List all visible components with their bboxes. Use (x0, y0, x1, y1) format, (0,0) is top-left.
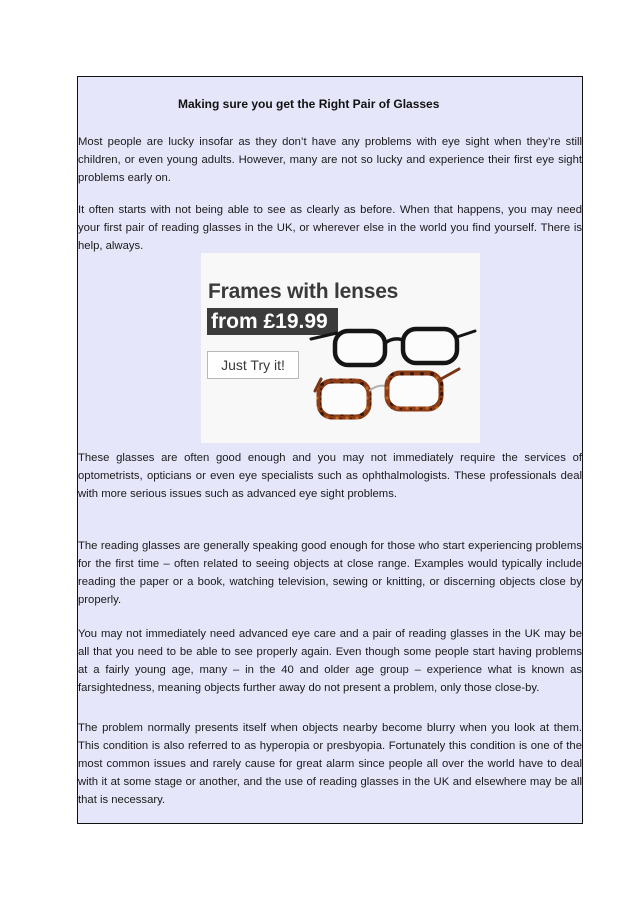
glasses-illustration (309, 321, 479, 441)
article-box (77, 76, 583, 824)
glasses-ad-banner[interactable] (201, 253, 480, 443)
article-title: Making sure you get the Right Pair of Glasses (178, 97, 440, 111)
ad-headline: Frames with lenses (208, 280, 399, 303)
black-frame-glasses (311, 329, 475, 365)
paragraph-4: The reading glasses are generally speaking good enough for those who start experiencing problems for the first time – often related to seeing objects at close range. Examples would typically include reading the paper or a book, watching television, sewing or knitting, or discerning objects close by properly. (78, 540, 582, 606)
paragraph-3: These glasses are often good enough and you may not immediately require the services of optometrists, opticians or even eye specialists such as ophthalmologists. These professionals deal with more serious issues such as advanced eye sight problems. (78, 452, 582, 500)
paragraph-2: It often starts with not being able to see as clearly as before. When that happens, you may need your first pair of reading glasses in the UK, or wherever else in the world you find yourself. There is help, always. (78, 204, 582, 252)
paragraph-6: The problem normally presents itself when objects nearby become blurry when you look at them. This condition is also referred to as hyperopia or presbyopia. Fortunately this condition is one of the most common issues and rarely cause for great alarm since people all over the world have to deal with it at some stage or another, and the use of reading glasses in the UK and elsewhere may be all that is necessary. (78, 722, 582, 806)
ad-price: from £19.99 (207, 308, 338, 335)
just-try-it-button[interactable]: Just Try it! (207, 351, 299, 379)
tortoise-frame-glasses (315, 369, 459, 417)
paragraph-5: You may not immediately need advanced eye care and a pair of reading glasses in the UK may be all that you need to be able to see properly again. Even though some people start having problems at a fairly young age, many – in the 40 and older age group – experience what is known as farsightedness, meaning objects further away do not present a problem, only those close-by. (78, 628, 582, 694)
paragraph-1: Most people are lucky insofar as they don’t have any problems with eye sight when they’re still children, or even young adults. However, many are not so lucky and experience their first eye sight problems early on. (78, 136, 582, 184)
